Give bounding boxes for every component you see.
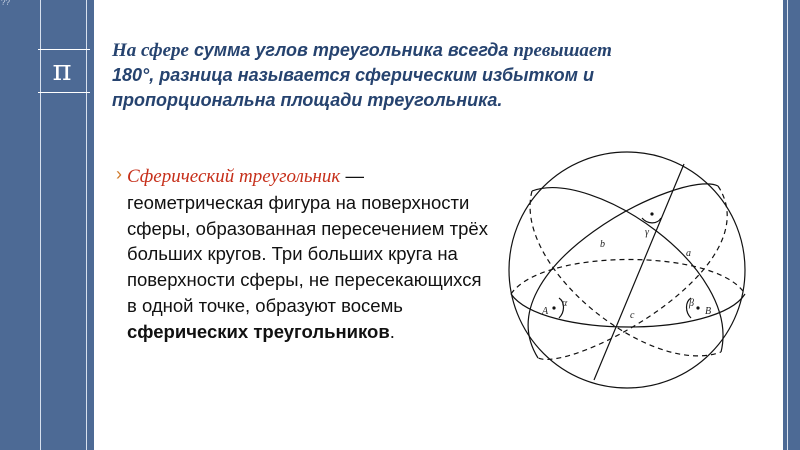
title-part: На сфере [112, 40, 189, 61]
sidebar-stripe [86, 0, 87, 450]
period: . [389, 320, 395, 342]
right-edge-bar [783, 0, 800, 450]
vertex-c [650, 212, 653, 215]
bullet-marker: › [116, 164, 122, 184]
right-edge-line [787, 0, 788, 450]
label-gamma: γ [645, 227, 649, 238]
definition-term: Сферический треугольник [127, 166, 341, 187]
corner-mark: ?? [1, 0, 10, 7]
great-circle-b [594, 164, 684, 380]
pi-icon: π [52, 53, 72, 87]
title-part: , разница называется сферическим избытком и пропорциональна площади треугольника. [112, 65, 594, 110]
label-c: c [630, 310, 635, 321]
label-beta: β [689, 298, 694, 309]
vertex-a [552, 306, 555, 309]
bullet-text [116, 163, 496, 345]
label-A: A [542, 306, 549, 317]
title-part: превышает [513, 40, 612, 61]
label-alpha: α [562, 298, 568, 309]
spherical-triangle-figure [502, 148, 757, 393]
dash: — [340, 165, 364, 186]
definition-text: геометрическая фигура на поверхности сферы, образованная пересечением трёх больших кругов. Три больших круга на поверхности сферы, не пересекающихся в одной точке, образуют восемь [127, 191, 488, 316]
bullet-item [116, 163, 496, 345]
divider [38, 92, 90, 93]
label-b: b [600, 239, 605, 250]
label-B: B [705, 306, 712, 317]
sidebar [0, 0, 94, 450]
slide-title [112, 38, 762, 113]
sidebar-stripe [40, 0, 41, 450]
title-part: сумма углов треугольника всегда [188, 40, 514, 60]
bold-text: сферических треугольников [127, 320, 390, 342]
label-a: a [686, 248, 691, 259]
title-number: 180° [112, 65, 150, 85]
vertex-b [696, 306, 699, 309]
